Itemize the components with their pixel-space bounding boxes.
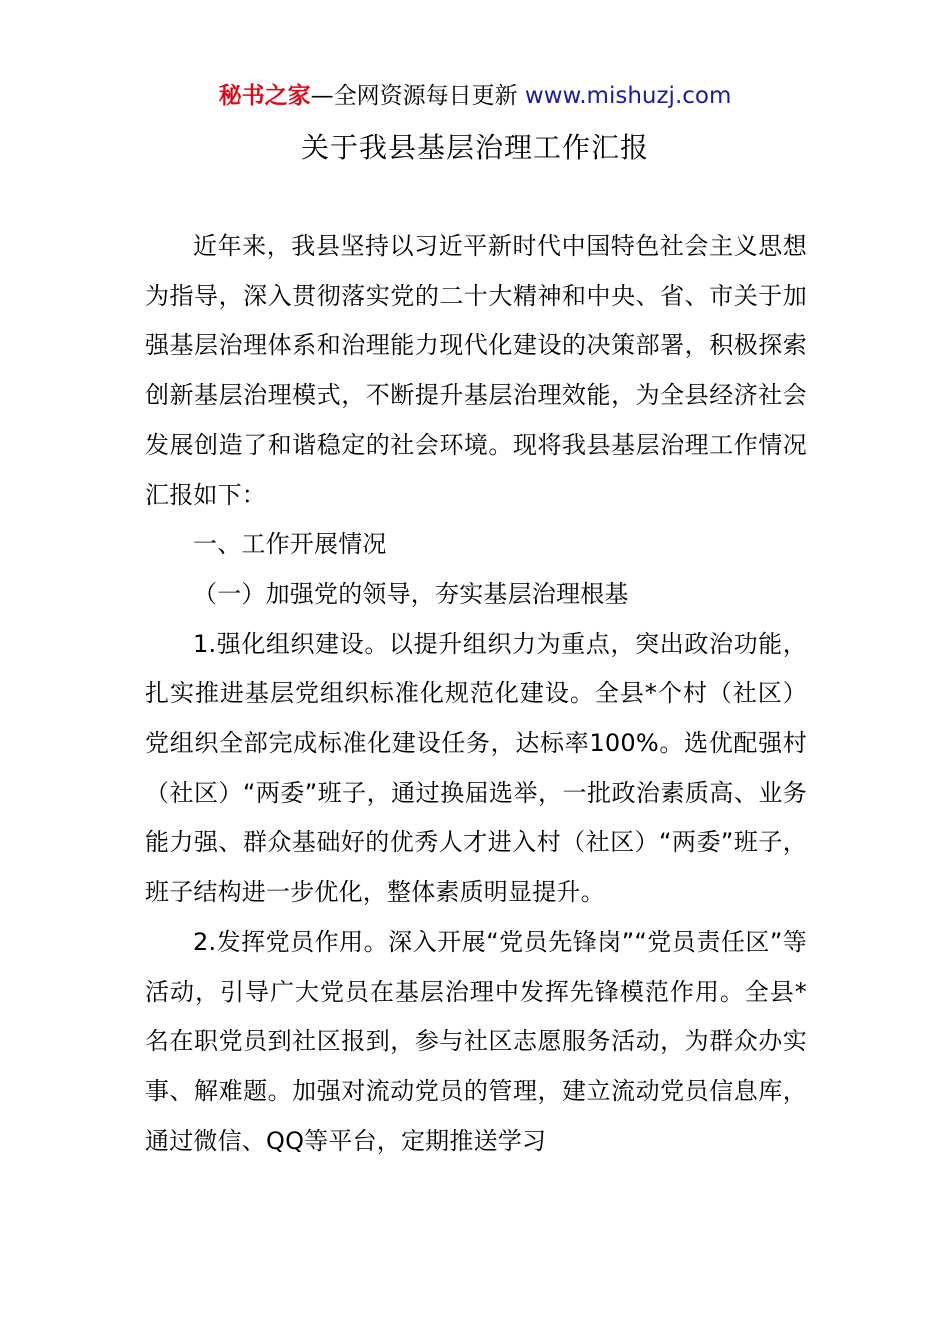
header-tagline: —全网资源每日更新	[310, 83, 525, 109]
section-heading: 一、工作开展情况	[193, 530, 387, 559]
site-header	[0, 80, 950, 112]
intro-paragraph: 近年来，我县坚持以习近平新时代中国特色社会主义思想为指导，深入贯彻落实党的二十大精神和中央、省、市关于加强基层治理体系和治理能力现代化建设的决策部署，积极探索创新基层治理模式，不断提升基层治理效能，为全县经济社会发展创造了和谐稳定的社会环境。现将我县基层治理工作情况汇报如下：	[145, 232, 807, 509]
subsection-heading: （一）加强党的领导，夯实基层治理根基	[193, 579, 629, 608]
document-title: 关于我县基层治理工作汇报	[300, 131, 649, 164]
item-paragraph-2: 2.发挥党员作用。深入开展“党员先锋岗”“党员责任区”等活动，引导广大党员在基层治理中发挥先锋模范作用。全县*名在职党员到社区报到，参与社区志愿服务活动，为群众办实事、解难题。加强对流动党员的管理，建立流动党员信息库，通过微信、QQ等平台，定期推送学习	[145, 927, 807, 1155]
brand-name: 秘书之家	[218, 83, 311, 109]
document-body	[145, 222, 807, 1166]
site-url-link[interactable]: www.mishuzj.com	[524, 83, 732, 109]
item-paragraph-1: 1.强化组织建设。以提升组织力为重点，突出政治功能，扎实推进基层党组织标准化规范化建设。全县*个村（社区）党组织全部完成标准化建设任务，达标率100%。选优配强村（社区）“两委”班子，通过换届选举，一批政治素质高、业务能力强、群众基础好的优秀人才进入村（社区）“两委”班子，班子结构进一步优化，整体素质明显提升。	[145, 629, 807, 907]
